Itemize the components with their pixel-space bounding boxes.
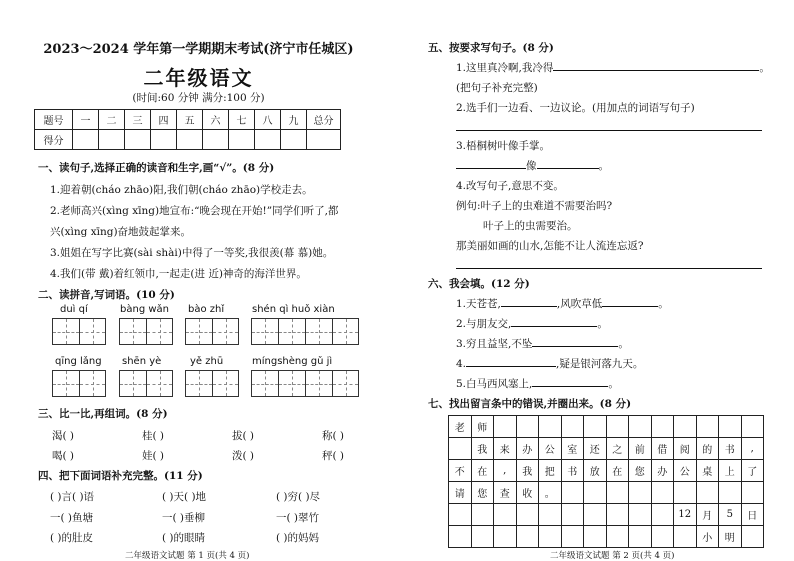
q4-example: 例句:叶子上的虫难道不需要治吗? <box>456 200 613 212</box>
note-cell[interactable]: 了 <box>741 460 764 482</box>
note-cell[interactable]: 之 <box>606 438 629 460</box>
tianzige-group[interactable] <box>185 370 239 397</box>
note-cell[interactable] <box>741 482 764 504</box>
note-cell[interactable] <box>606 504 629 526</box>
note-cell[interactable] <box>651 482 674 504</box>
q3-answer: 像 。 <box>456 158 609 173</box>
page-footer: 二年级语文试题 第 1 页(共 4 页) <box>125 551 250 561</box>
note-cell[interactable] <box>674 482 697 504</box>
note-cell[interactable] <box>629 482 652 504</box>
note-cell[interactable] <box>449 504 472 526</box>
score-header: 四 <box>151 110 177 130</box>
poem-item <box>456 336 629 351</box>
answer-blank[interactable] <box>532 336 618 347</box>
answer-line[interactable] <box>456 120 762 131</box>
note-cell[interactable]: 前 <box>629 438 652 460</box>
note-cell[interactable] <box>561 504 584 526</box>
note-cell[interactable]: 阅 <box>674 438 697 460</box>
poem-text: 1.天苍苍, <box>456 298 501 310</box>
score-cell[interactable] <box>151 130 177 150</box>
compare-item: 拔( ) <box>232 430 255 442</box>
pinyin-label: shēn yè <box>122 356 162 367</box>
section1-item: 兴(xìng xīng)奋地鼓起掌来。 <box>50 226 192 238</box>
q1-text: 1.这里真冷啊,我冷得 。 <box>456 62 770 74</box>
score-header: 三 <box>125 110 151 130</box>
note-cell[interactable] <box>449 526 472 548</box>
poem-item <box>456 316 608 331</box>
page-footer: 二年级语文试题 第 2 页(共 4 页) <box>550 551 675 561</box>
poem-text: 。 <box>597 318 608 330</box>
compare-item: 娃( ) <box>142 450 165 462</box>
note-cell[interactable]: 12 <box>674 504 697 526</box>
q3-word: 像 <box>526 160 537 172</box>
note-cell[interactable] <box>494 416 517 438</box>
note-cell[interactable] <box>539 416 562 438</box>
poem-item <box>456 296 669 311</box>
note-cell[interactable] <box>606 416 629 438</box>
pinyin-label: duì qí <box>60 304 88 315</box>
score-cell[interactable] <box>203 130 229 150</box>
note-cell[interactable]: 月 <box>696 504 719 526</box>
note-cell[interactable] <box>696 482 719 504</box>
note-cell[interactable]: 您 <box>629 460 652 482</box>
note-cell[interactable] <box>651 416 674 438</box>
note-cell[interactable]: 放 <box>584 460 607 482</box>
note-cell[interactable]: 书 <box>561 460 584 482</box>
q4-question: 那美丽如画的山水,怎能不让人流连忘返? <box>456 240 644 252</box>
note-cell[interactable] <box>629 416 652 438</box>
score-header: 五 <box>177 110 203 130</box>
note-cell[interactable]: 老 <box>449 416 472 438</box>
note-cell[interactable]: , <box>494 460 517 482</box>
answer-blank[interactable] <box>553 60 759 71</box>
section1-item: 4.我们(带 戴)着红领巾,一起走(进 近)神奇的海洋世界。 <box>50 268 307 280</box>
q4-example-answer: 叶子上的虫需要治。 <box>483 220 578 232</box>
pinyin-label: bào zhǐ <box>188 304 225 315</box>
section4-title: 四、把下面词语补充完整。(11 分) <box>38 470 203 482</box>
answer-blank[interactable] <box>537 158 599 169</box>
poem-item <box>456 356 643 371</box>
pinyin-label: shén qì huǒ xiàn <box>252 304 335 315</box>
note-cell[interactable] <box>471 526 494 548</box>
section5-title: 五、按要求写句子。(8 分) <box>428 42 554 54</box>
note-cell[interactable] <box>629 504 652 526</box>
time-info: (时间:60 分钟 满分:100 分) <box>132 92 265 104</box>
pinyin-label: yě zhū <box>190 356 224 367</box>
score-cell[interactable] <box>177 130 203 150</box>
note-cell[interactable]: 的 <box>696 438 719 460</box>
measure-item: 一( )垂柳 <box>162 512 206 524</box>
note-cell[interactable] <box>606 482 629 504</box>
q1-instruction: (把句子补充完整) <box>456 82 538 94</box>
measure-item: 一( )翠竹 <box>276 512 320 524</box>
note-cell[interactable]: 师 <box>471 416 494 438</box>
note-cell[interactable]: 不 <box>449 460 472 482</box>
tianzige-group[interactable] <box>52 370 106 397</box>
tianzige-group[interactable] <box>185 318 239 345</box>
poem-text: ,疑是银河落九天。 <box>556 358 644 370</box>
note-cell[interactable]: 还 <box>584 438 607 460</box>
note-cell[interactable]: 明 <box>719 526 742 548</box>
poem-text: 3.穷且益坚,不坠 <box>456 338 533 350</box>
note-cell[interactable]: 收 <box>516 482 539 504</box>
section1-item: 2.老师高兴(xìng xīng)地宣布:“晚会现在开始!”同学们听了,都 <box>50 205 339 217</box>
idiom-item: ( )天( )地 <box>162 491 207 503</box>
note-cell[interactable]: 公 <box>539 438 562 460</box>
idiom-item: ( )穷( )尽 <box>276 491 321 503</box>
note-cell[interactable] <box>629 526 652 548</box>
score-label: 得分 <box>35 130 73 150</box>
note-cell[interactable] <box>651 526 674 548</box>
exam-title: 2023～2024 学年第一学期期末考试(济宁市任城区) <box>43 42 354 57</box>
answer-blank[interactable] <box>456 158 526 169</box>
note-cell[interactable]: 您 <box>471 482 494 504</box>
section7-title: 七、找出留言条中的错误,并圈出来。(8 分) <box>428 398 632 410</box>
note-cell[interactable] <box>651 504 674 526</box>
note-cell[interactable] <box>471 504 494 526</box>
note-cell[interactable] <box>561 482 584 504</box>
pinyin-label: qīng lǎng <box>55 356 102 367</box>
answer-blank[interactable] <box>466 356 556 367</box>
compare-item: 桂( ) <box>142 430 165 442</box>
q3-text: 3.梧桐树叶像手掌。 <box>456 140 551 152</box>
section6-title: 六、我会填。(12 分) <box>428 278 530 290</box>
note-cell[interactable]: , <box>741 438 764 460</box>
score-header: 题号 <box>35 110 73 130</box>
adjective-item: ( )的肚皮 <box>50 532 94 544</box>
note-cell[interactable] <box>674 526 697 548</box>
measure-item: 一( )鱼塘 <box>50 512 94 524</box>
q4-text: 4.改写句子,意思不变。 <box>456 180 564 192</box>
pinyin-label: bàng wǎn <box>120 304 169 315</box>
answer-blank[interactable] <box>602 296 658 307</box>
section1-item: 1.迎着朝(cháo zhāo)阳,我们朝(cháo zhāo)学校走去。 <box>50 184 313 196</box>
score-cell[interactable] <box>255 130 281 150</box>
poem-text: 4. <box>456 358 467 370</box>
answer-blank[interactable] <box>532 376 608 387</box>
poem-text: 。 <box>608 378 619 390</box>
poem-item <box>456 376 619 391</box>
answer-blank[interactable] <box>511 316 597 327</box>
note-cell[interactable] <box>516 504 539 526</box>
note-cell[interactable]: 书 <box>719 438 742 460</box>
score-cell[interactable] <box>73 130 99 150</box>
note-cell[interactable] <box>516 416 539 438</box>
note-cell[interactable] <box>719 482 742 504</box>
score-cell[interactable] <box>229 130 255 150</box>
tianzige-group[interactable] <box>251 370 359 397</box>
q1-stem: 1.这里真冷啊,我冷得 <box>456 62 554 74</box>
note-cell[interactable]: 把 <box>539 460 562 482</box>
note-cell[interactable]: 借 <box>651 438 674 460</box>
poem-text: 。 <box>658 298 669 310</box>
score-cell[interactable] <box>125 130 151 150</box>
section1-title: 一、读句子,选择正确的读音和生字,画“√”。(8 分) <box>38 162 275 174</box>
section1-item: 3.姐姐在写字比赛(sài shài)中得了一等奖,我很羡(幕 慕)她。 <box>50 247 334 259</box>
note-cell[interactable] <box>696 416 719 438</box>
note-cell[interactable]: 办 <box>651 460 674 482</box>
note-cell[interactable] <box>584 482 607 504</box>
note-cell[interactable] <box>494 504 517 526</box>
adjective-item: ( )的妈妈 <box>276 532 320 544</box>
compare-item: 称( ) <box>322 430 345 442</box>
score-header: 总分 <box>307 110 341 130</box>
note-cell[interactable] <box>719 416 742 438</box>
idiom-item: ( )言( )语 <box>50 491 95 503</box>
note-cell[interactable] <box>516 526 539 548</box>
compare-item: 喝( ) <box>52 450 75 462</box>
score-cell[interactable] <box>307 130 341 150</box>
note-cell[interactable]: 查 <box>494 482 517 504</box>
note-cell[interactable] <box>494 526 517 548</box>
tianzige-group[interactable] <box>251 318 359 345</box>
note-cell[interactable] <box>741 416 764 438</box>
note-cell[interactable] <box>741 526 764 548</box>
score-header: 七 <box>229 110 255 130</box>
note-cell[interactable] <box>674 416 697 438</box>
answer-blank[interactable] <box>501 296 557 307</box>
score-cell[interactable] <box>99 130 125 150</box>
note-cell[interactable]: 小 <box>696 526 719 548</box>
note-cell[interactable]: 上 <box>719 460 742 482</box>
compare-item: 秤( ) <box>322 450 345 462</box>
score-table <box>34 109 341 150</box>
score-header: 二 <box>99 110 125 130</box>
note-cell[interactable]: 在 <box>606 460 629 482</box>
note-cell[interactable] <box>584 504 607 526</box>
compare-item: 渴( ) <box>52 430 75 442</box>
q2-text: 2.选手们一边看、一边议论。(用加点的词语写句子) <box>456 102 695 114</box>
note-cell[interactable] <box>561 526 584 548</box>
note-cell[interactable]: 我 <box>516 460 539 482</box>
note-cell[interactable]: 来 <box>494 438 517 460</box>
score-header: 一 <box>73 110 99 130</box>
note-cell[interactable]: 办 <box>516 438 539 460</box>
pinyin-label: míngshèng gǔ jì <box>252 356 333 367</box>
note-cell[interactable]: 我 <box>471 438 494 460</box>
note-cell[interactable]: 在 <box>471 460 494 482</box>
note-cell[interactable]: 请 <box>449 482 472 504</box>
note-cell[interactable] <box>606 526 629 548</box>
poem-text: 5.白马西风塞上, <box>456 378 533 390</box>
tianzige-group[interactable] <box>119 318 173 345</box>
score-cell[interactable] <box>281 130 307 150</box>
note-cell[interactable] <box>539 504 562 526</box>
message-note-grid <box>448 415 764 548</box>
note-cell[interactable]: 5 <box>719 504 742 526</box>
section2-title: 二、读拼音,写词语。(10 分) <box>38 289 175 301</box>
subject-title: 二年级语文 <box>143 66 254 90</box>
poem-text: 2.与朋友交, <box>456 318 512 330</box>
poem-text: ,风吹草低 <box>556 298 603 310</box>
answer-line[interactable] <box>456 258 762 269</box>
score-header: 六 <box>203 110 229 130</box>
tianzige-group[interactable] <box>119 370 173 397</box>
note-cell[interactable]: 室 <box>561 438 584 460</box>
note-cell[interactable]: 桌 <box>696 460 719 482</box>
note-cell[interactable] <box>449 438 472 460</box>
section3-title: 三、比一比,再组词。(8 分) <box>38 408 168 420</box>
poem-text: 。 <box>618 338 629 350</box>
score-header: 八 <box>255 110 281 130</box>
compare-item: 泼( ) <box>232 450 255 462</box>
note-cell[interactable] <box>584 416 607 438</box>
tianzige-group[interactable] <box>52 318 106 345</box>
note-cell[interactable] <box>561 416 584 438</box>
score-header: 九 <box>281 110 307 130</box>
note-cell[interactable]: 公 <box>674 460 697 482</box>
note-cell[interactable]: 。 <box>539 482 562 504</box>
note-cell[interactable] <box>584 526 607 548</box>
note-cell[interactable]: 日 <box>741 504 764 526</box>
adjective-item: ( )的眼睛 <box>162 532 206 544</box>
note-cell[interactable] <box>539 526 562 548</box>
